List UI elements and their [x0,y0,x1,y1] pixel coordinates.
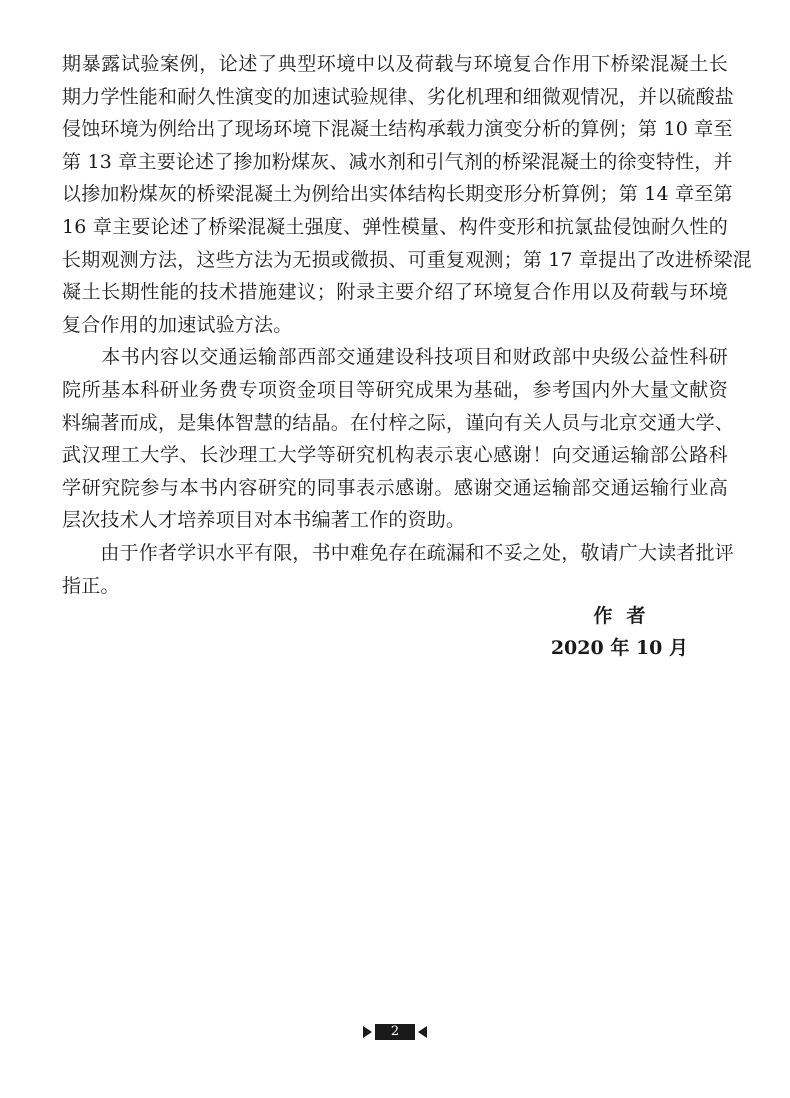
text-line: 层次技术人才培养项目对本书编著工作的资助。 [62,509,466,532]
signature-date: 2020 年 10 月 [550,637,688,659]
text-line: 由于作者学识水平有限，书中难免存在疏漏和不妥之处，敬请广大读者批评 [62,541,735,564]
text-line: 期暴露试验案例，论述了典型环境中以及荷载与环境复合作用下桥梁混凝土长 [62,53,728,75]
signature-author: 作者 [593,605,660,627]
text-line: 长期观测方法，这些方法为无损或微损、可重复观测；第 17 章提出了改进桥梁混 [62,248,752,271]
text-line: 武汉理工大学、长沙理工大学等研究机构表示衷心感谢！向交通运输部公路科 [62,444,728,467]
text-line: 学研究院参与本书内容研究的同事表示感谢。感谢交通运输部交通运输行业高 [62,476,728,499]
left-pointing-triangle-icon [418,1026,427,1038]
text-line: 16 章主要论述了桥梁混凝土强度、弹性模量、构件变形和抗氯盐侵蚀耐久性的 [62,215,728,238]
text-line: 凝土长期性能的技术措施建议；附录主要介绍了环境复合作用以及荷载与环境 [62,281,728,304]
page-number-marker [357,1024,433,1040]
text-line: 本书内容以交通运输部西部交通建设科技项目和财政部中央级公益性科研 [62,346,728,369]
text-line: 期力学性能和耐久性演变的加速试验规律、劣化机理和细微观情况，并以硫酸盐 [62,85,735,108]
body-text [62,48,752,602]
text-line: 侵蚀环境为例给出了现场环境下混凝土结构承载力演变分析的算例；第 10 章至 [62,118,733,141]
signature-block [551,600,688,664]
text-line: 第 13 章主要论述了掺加粉煤灰、减水剂和引气剂的桥梁混凝土的徐变特性，并 [62,150,733,173]
text-line: 复合作用的加速试验方法。 [62,313,293,336]
text-line: 院所基本科研业务费专项资金项目等研究成果为基础，参考国内外大量文献资 [62,378,728,401]
page-number: 2 [375,1024,415,1040]
text-line: 指正。 [62,574,120,597]
text-line: 料编著而成，是集体智慧的结晶。在付梓之际，谨向有关人员与北京交通大学、 [62,411,735,434]
text-line: 以掺加粉煤灰的桥梁混凝土为例给出实体结构长期变形分析算例；第 14 章至第 [62,183,733,206]
right-pointing-triangle-icon [363,1026,372,1038]
